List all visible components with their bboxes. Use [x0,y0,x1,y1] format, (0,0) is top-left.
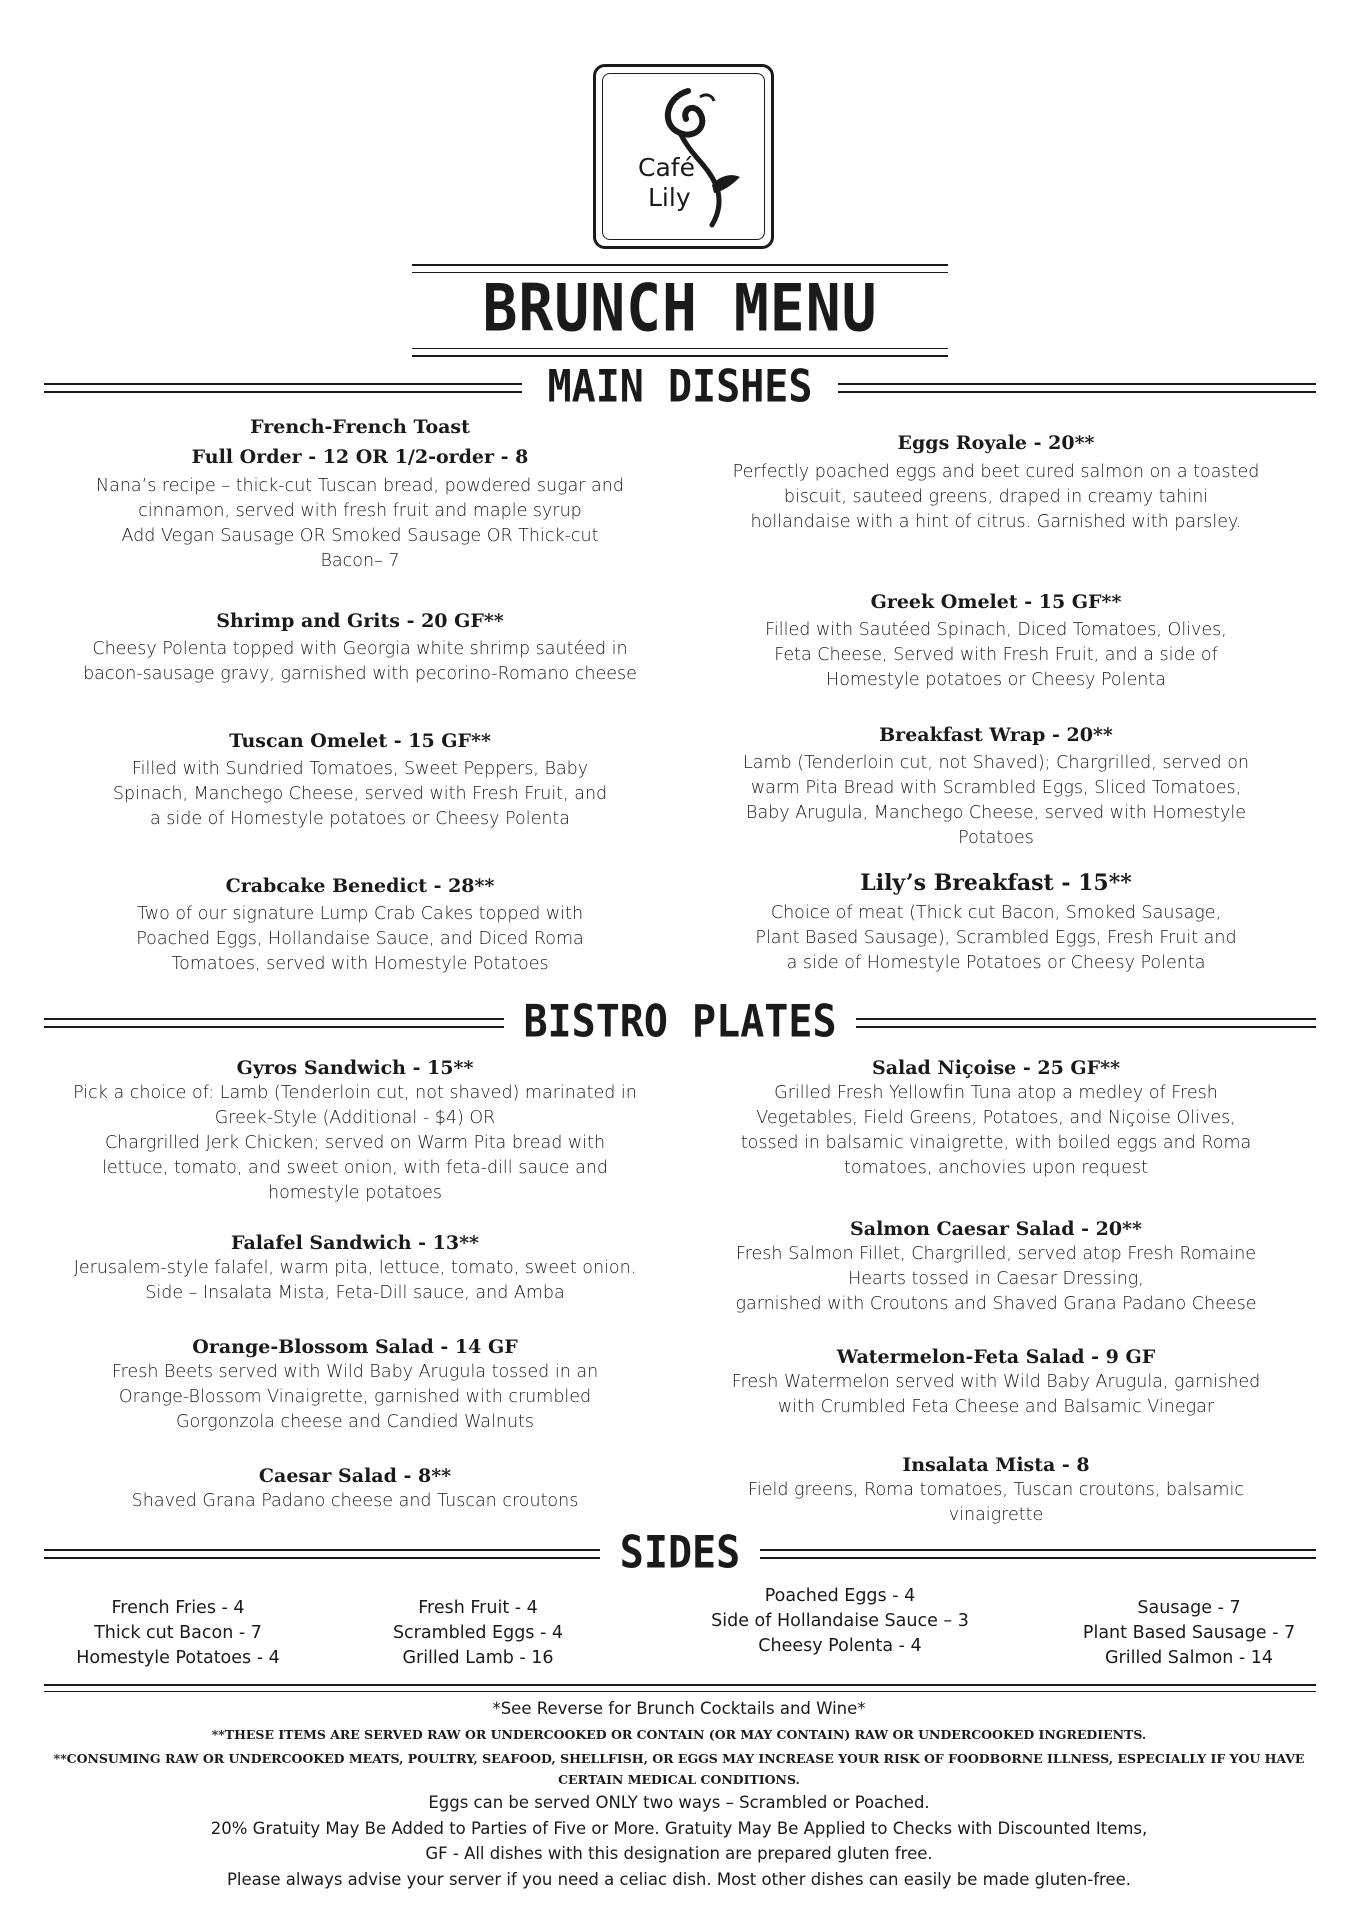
dish-desc-line: Chargrilled Jerk Chicken; served on Warm Pita bread with [104,1133,606,1153]
dish-eggs-royale [686,430,1306,535]
dish-desc-line: vinaigrette [948,1505,1044,1525]
sides-column-2 [318,1596,638,1671]
dish-desc-line: Two of our signature Lump Crab Cakes topped with [136,904,584,924]
dish-desc-line: Baby Arugula, Manchego Cheese, served with Homestyle [746,803,1246,823]
dish-name: Lily’s Breakfast - 15** [860,870,1132,896]
logo-word-lily: Lily [648,183,691,212]
side-item: Fresh Fruit - 4 [418,1598,538,1618]
dish-gyros-sandwich [45,1055,665,1206]
section-title-bistro: BISTRO PLATES [523,996,837,1048]
side-item: Scrambled Eggs - 4 [392,1623,564,1643]
dish-desc-line: hollandaise with a hint of citrus. Garnished with parsley. [750,512,1242,532]
side-item: Grilled Lamb - 16 [402,1648,554,1668]
foodborne-warning-line2: CERTAIN MEDICAL CONDITIONS. [558,1772,800,1787]
side-item: Cheesy Polenta - 4 [758,1636,922,1656]
page-title: BRUNCH MENU [482,269,878,347]
dish-name: Salmon Caesar Salad - 20** [850,1218,1142,1240]
dish-french-toast [50,414,670,574]
dish-desc-line: with Crumbled Feta Cheese and Balsamic Vinegar [777,1397,1215,1417]
dish-salad-nicoise [686,1055,1306,1181]
dish-name: Shrimp and Grits - 20 GF** [216,610,504,632]
dish-desc-line: Choice of meat (Thick cut Bacon, Smoked Sausage, [770,903,1222,923]
dish-desc-line: Side – Insalata Mista, Feta-Dill sauce, and Amba [145,1283,565,1303]
gratuity-note: 20% Gratuity May Be Added to Parties of Five or More. Gratuity May Be Applied to Checks with Discounted Items, [210,1819,1148,1838]
dish-name: Gyros Sandwich - 15** [236,1057,474,1079]
dish-shrimp-grits [50,608,670,687]
dish-falafel-sandwich [45,1230,665,1306]
side-item: Homestyle Potatoes - 4 [76,1648,280,1668]
celiac-note: Please always advise your server if you need a celiac dish. Most other dishes can easily be made gluten-free. [226,1870,1132,1889]
foodborne-warning-line1: **CONSUMING RAW OR UNDERCOOKED MEATS, POULTRY, SEAFOOD, SHELLFISH, OR EGGS MAY INCREASE YOUR RISK OF FOODBORNE ILLNESS, ESPECIALLY IF YOU HAVE [53,1751,1305,1766]
dish-desc-line: Greek-Style (Additional - $4) OR [214,1108,496,1128]
dish-desc-line: Homestyle potatoes or Cheesy Polenta [826,670,1166,690]
dish-desc-line: Add Vegan Sausage OR Smoked Sausage OR Thick-cut [121,526,599,546]
dish-desc-line: tomatoes, anchovies upon request [844,1158,1148,1178]
dish-desc-line: Jerusalem-style falafel, warm pita, lettuce, tomato, sweet onion. [73,1258,637,1278]
logo-word-cafe: Café [638,153,695,182]
dish-desc-line: Nana’s recipe – thick-cut Tuscan bread, powdered sugar and [96,476,624,496]
dish-desc-line: a side of Homestyle Potatoes or Cheesy Polenta [786,953,1206,973]
dish-desc-line: biscuit, sauteed greens, draped in creamy tahini [783,487,1209,507]
dish-desc-line: tossed in balsamic vinaigrette, with boiled eggs and Roma [740,1133,1252,1153]
dish-caesar-salad [45,1463,665,1514]
dish-watermelon-feta-salad [686,1344,1306,1420]
section-bistro-plates [44,996,1316,1049]
dish-desc-line: Cheesy Polenta topped with Georgia white shrimp sautéed in [92,639,628,659]
dish-desc-line: Gorgonzola cheese and Candied Walnuts [175,1412,535,1432]
dish-name: Orange-Blossom Salad - 14 GF [192,1336,518,1358]
cafe-lily-logo [593,64,774,249]
dish-desc-line: Lamb (Tenderloin cut, not Shaved); Chargrilled, served on [743,753,1249,773]
dish-desc-line: Filled with Sundried Tomatoes, Sweet Peppers, Baby [131,759,589,779]
eggs-note: Eggs can be served ONLY two ways – Scrambled or Poached. [428,1793,930,1812]
dish-name: Tuscan Omelet - 15 GF** [229,730,491,752]
dish-desc-line: Feta Cheese, Served with Fresh Fruit, and a side of [774,645,1218,665]
dish-name: Watermelon-Feta Salad - 9 GF [836,1346,1156,1368]
side-item: Sausage - 7 [1137,1598,1241,1618]
dish-desc-line: Pick a choice of: Lamb (Tenderloin cut, not shaved) marinated in [73,1083,637,1103]
title-rule-bottom [412,348,948,357]
dish-desc-line: Poached Eggs, Hollandaise Sauce, and Diced Roma [136,929,584,949]
dish-desc-line: Fresh Watermelon served with Wild Baby Arugula, garnished [731,1372,1261,1392]
sides-column-3 [680,1584,1000,1659]
dish-desc-line: cinnamon, served with fresh fruit and maple syrup [138,501,582,521]
dish-name: Insalata Mista - 8 [902,1454,1090,1476]
section-main-dishes [44,361,1316,414]
dish-desc-line: Vegetables, Field Greens, Potatoes, and Niçoise Olives, [756,1108,1236,1128]
dish-lilys-breakfast [686,868,1306,976]
dish-name: French-French Toast [250,416,470,438]
dish-desc-line: Bacon– 7 [320,551,400,571]
side-item: Plant Based Sausage - 7 [1082,1623,1296,1643]
reverse-note: *See Reverse for Brunch Cocktails and Wine* [492,1699,866,1718]
dish-desc-line: warm Pita Bread with Scrambled Eggs, Sliced Tomatoes, [750,778,1242,798]
dish-desc-line: Filled with Sautéed Spinach, Diced Tomatoes, Olives, [765,620,1227,640]
dish-name: Crabcake Benedict - 28** [225,875,495,897]
dish-orange-blossom-salad [45,1334,665,1435]
dish-desc-line: bacon-sausage gravy, garnished with pecorino-Romano cheese [83,664,637,684]
dish-price: Full Order - 12 OR 1/2-order - 8 [191,446,529,468]
dish-name: Salad Niçoise - 25 GF** [871,1057,1121,1079]
raw-items-warning: **THESE ITEMS ARE SERVED RAW OR UNDERCOOKED OR CONTAIN (OR MAY CONTAIN) RAW OR UNDERCOOKED INGREDIENTS. [211,1727,1147,1742]
dish-desc-line: Shaved Grana Padano cheese and Tuscan croutons [131,1491,579,1511]
dish-name: Caesar Salad - 8** [258,1465,452,1487]
side-item: French Fries - 4 [111,1598,245,1618]
dish-desc-line: Tomatoes, served with Homestyle Potatoes [171,954,549,974]
dish-desc-line: Perfectly poached eggs and beet cured salmon on a toasted [732,462,1260,482]
dish-desc-line: Plant Based Sausage), Scrambled Eggs, Fresh Fruit and [755,928,1237,948]
dish-desc-line: Fresh Salmon Fillet, Chargrilled, served atop Fresh Romaine [735,1244,1257,1264]
sides-column-4 [1029,1596,1349,1671]
dish-desc-line: a side of Homestyle potatoes or Cheesy Polenta [149,809,571,829]
gf-note: GF - All dishes with this designation are prepared gluten free. [425,1844,933,1863]
dish-desc-line: Grilled Fresh Yellowfin Tuna atop a medley of Fresh [774,1083,1218,1103]
section-title-sides: SIDES [619,1527,741,1579]
dish-desc-line: lettuce, tomato, and sweet onion, with feta-dill sauce and [101,1158,609,1178]
dish-name: Breakfast Wrap - 20** [879,724,1113,746]
footer-divider [44,1684,1316,1692]
section-sides [44,1527,1316,1580]
dish-desc-line: Field greens, Roma tomatoes, Tuscan croutons, balsamic [748,1480,1244,1500]
side-item: Grilled Salmon - 14 [1104,1648,1274,1668]
dish-tuscan-omelet [50,728,670,832]
dish-name: Eggs Royale - 20** [897,432,1095,454]
side-item: Poached Eggs - 4 [764,1586,916,1606]
side-item: Side of Hollandaise Sauce – 3 [711,1611,969,1631]
dish-salmon-caesar-salad [686,1216,1306,1317]
dish-desc-line: Fresh Beets served with Wild Baby Arugula tossed in an [111,1362,599,1382]
dish-desc-line: Orange-Blossom Vinaigrette, garnished with crumbled [118,1387,592,1407]
dish-desc-line: Potatoes [958,828,1034,848]
dish-desc-line: homestyle potatoes [268,1183,442,1203]
dish-name: Falafel Sandwich - 13** [231,1232,479,1254]
dish-desc-line: Hearts tossed in Caesar Dressing, [848,1269,1144,1289]
dish-crabcake-benedict [50,873,670,977]
sides-column-1 [18,1596,338,1671]
side-item: Thick cut Bacon - 7 [94,1623,262,1643]
dish-insalata-mista [686,1452,1306,1528]
dish-desc-line: Spinach, Manchego Cheese, served with Fresh Fruit, and [112,784,608,804]
dish-name: Greek Omelet - 15 GF** [870,591,1122,613]
dish-greek-omelet [686,589,1306,693]
dish-desc-line: garnished with Croutons and Shaved Grana Padano Cheese [735,1294,1257,1314]
section-title-main: MAIN DISHES [547,361,813,413]
dish-breakfast-wrap [686,722,1306,851]
